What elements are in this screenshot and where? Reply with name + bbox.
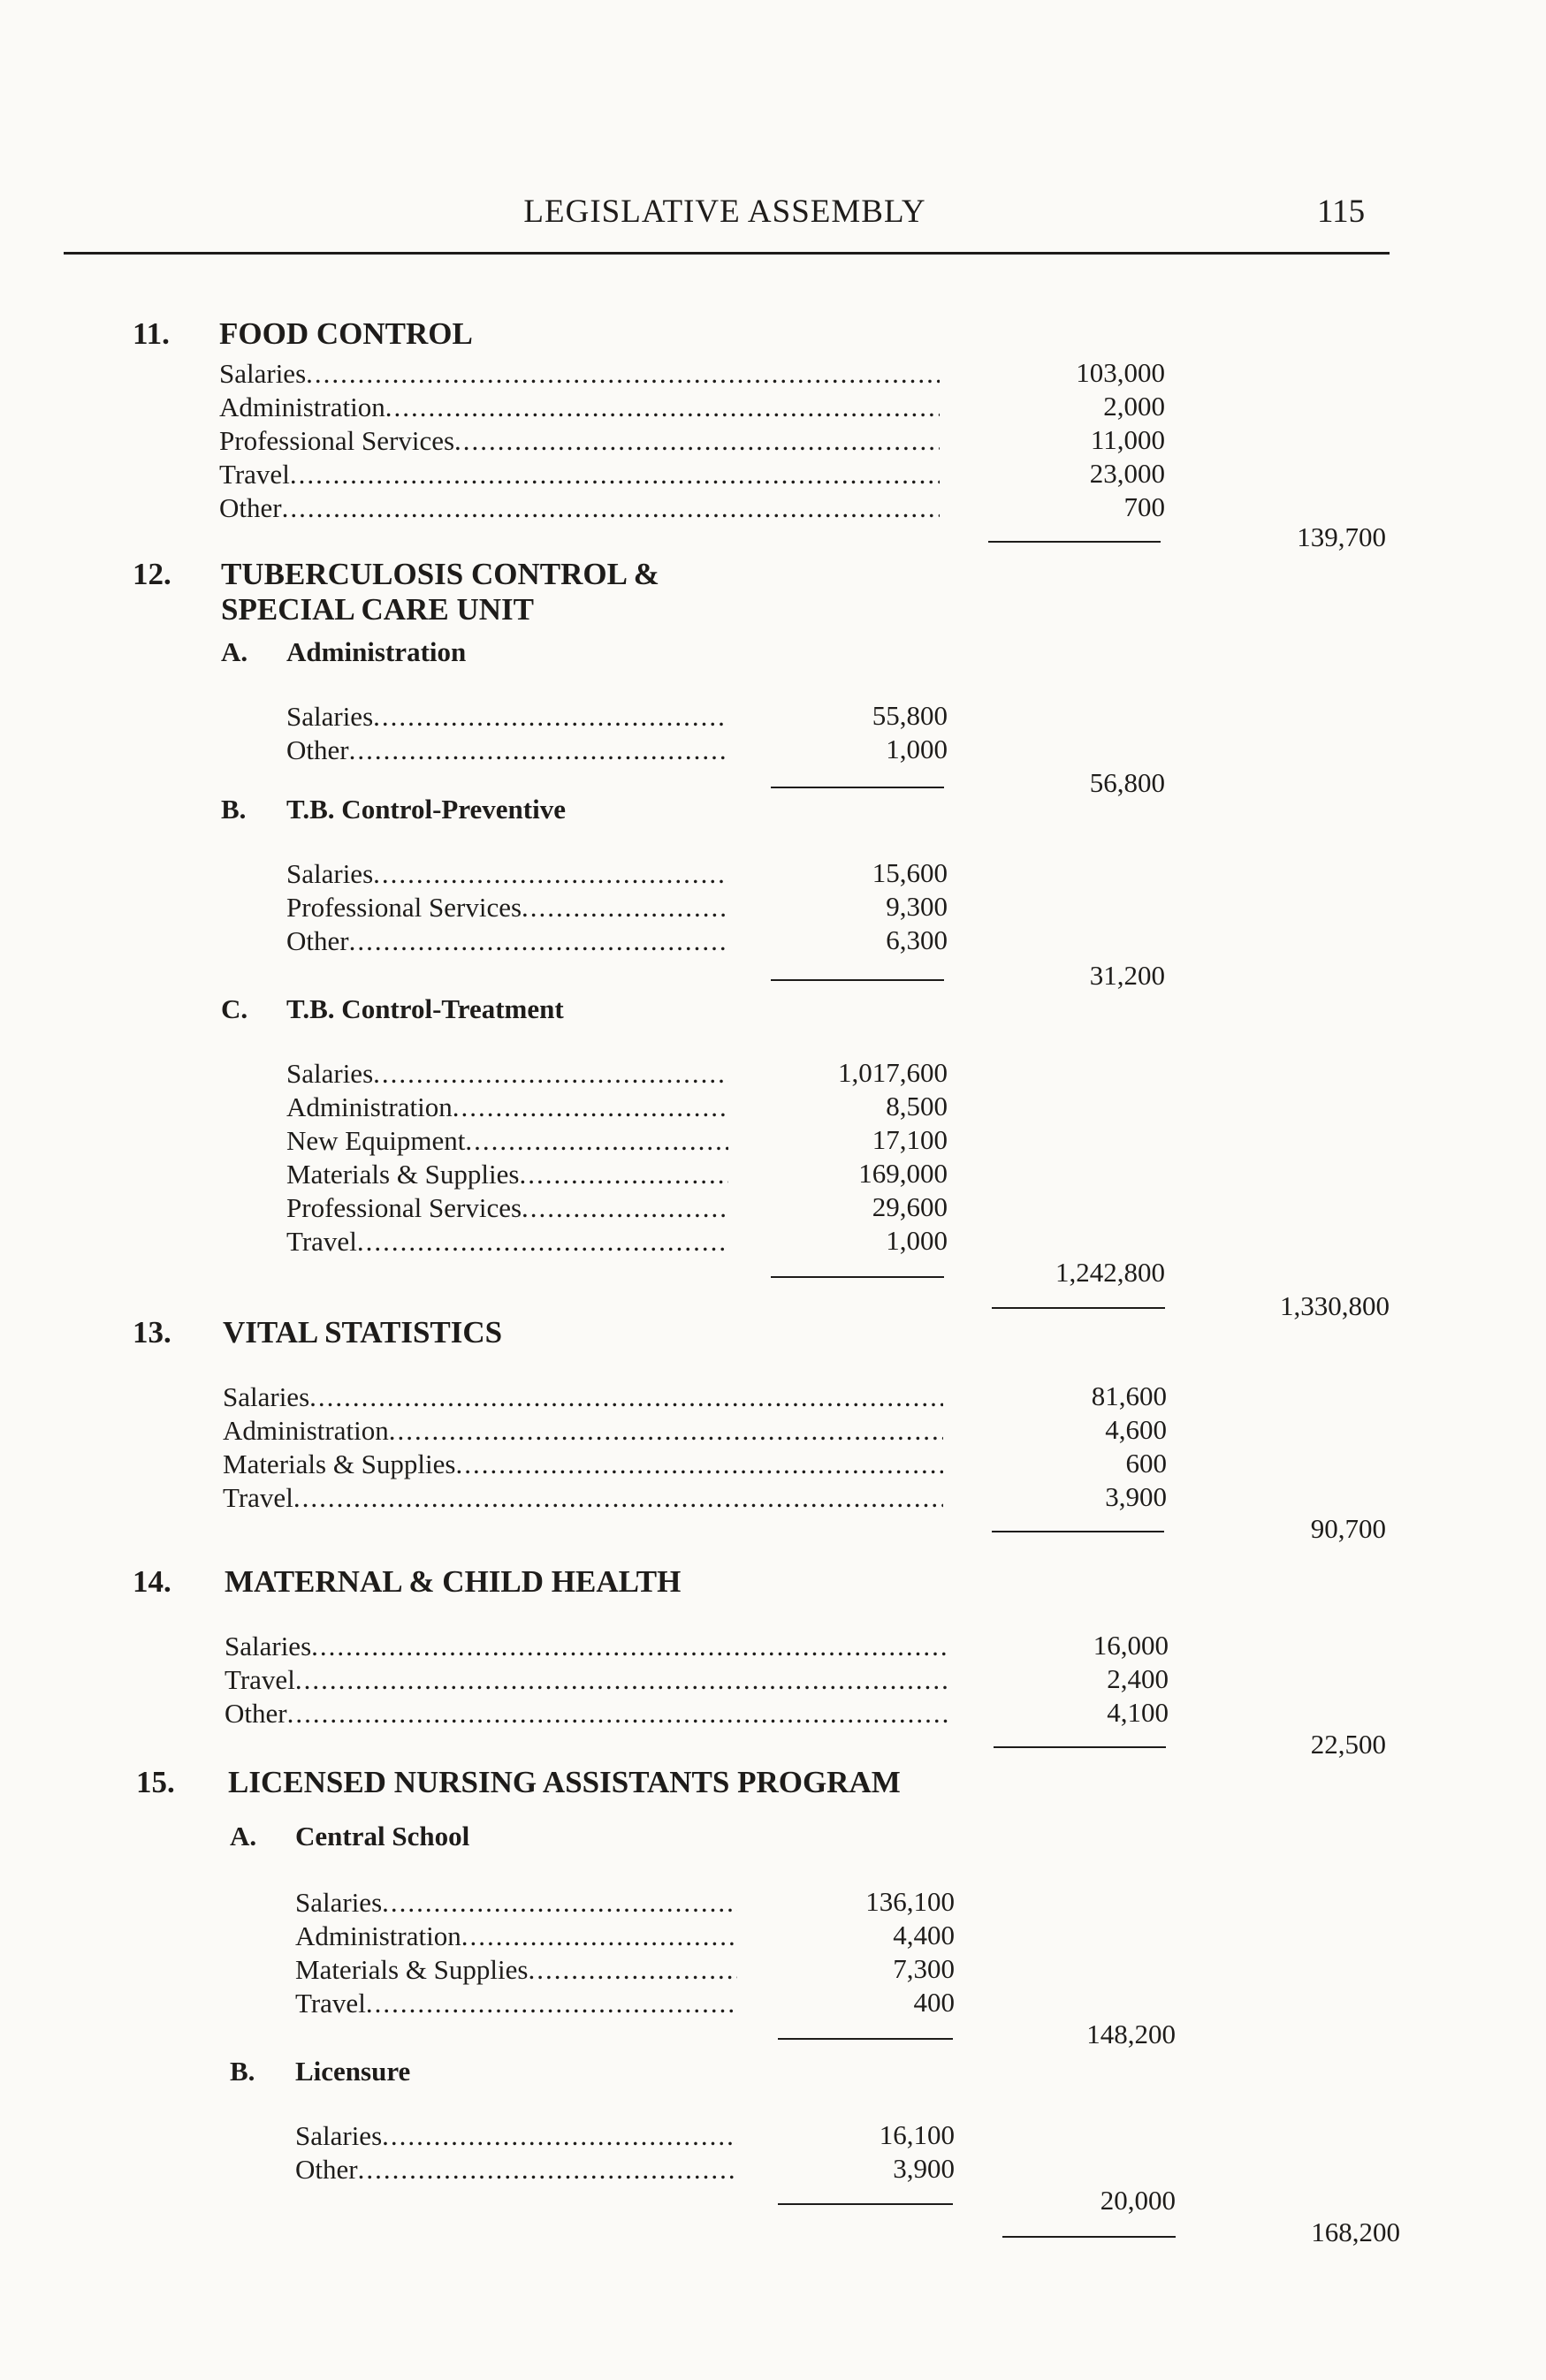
line-item xyxy=(295,1987,737,2020)
item-label: Administration xyxy=(223,1415,389,1446)
line-item xyxy=(286,891,728,924)
dot-leader xyxy=(290,458,940,491)
line-item-amount: 1,000 xyxy=(886,1225,948,1256)
dot-leader xyxy=(522,1191,728,1225)
line-item-amount: 4,100 xyxy=(1107,1697,1169,1728)
dot-leader xyxy=(382,2119,737,2153)
line-item xyxy=(223,1380,943,1414)
line-item xyxy=(225,1697,949,1730)
item-label: Other xyxy=(295,2154,358,2185)
line-item xyxy=(286,1124,728,1158)
dot-leader xyxy=(522,891,728,924)
line-item-amount: 23,000 xyxy=(1089,458,1165,489)
line-item-amount: 1,000 xyxy=(886,734,948,764)
line-item xyxy=(286,924,728,958)
line-item-amount: 29,600 xyxy=(872,1191,948,1222)
section-total: 1,330,800 xyxy=(1280,1290,1390,1321)
line-item xyxy=(286,700,728,734)
item-label: Salaries xyxy=(295,1887,383,1918)
subsection-title: Licensure xyxy=(295,2056,411,2087)
section-number: 15. xyxy=(136,1765,175,1799)
subtotal-rule xyxy=(992,1531,1164,1532)
item-label: Salaries xyxy=(286,1058,374,1089)
item-label: Materials & Supplies xyxy=(295,1954,529,1985)
section-title: VITAL STATISTICS xyxy=(223,1315,503,1350)
dot-leader xyxy=(528,1953,737,1987)
line-item-amount: 4,600 xyxy=(1105,1414,1167,1445)
section-number: 14. xyxy=(133,1564,171,1599)
item-label: Travel xyxy=(219,459,290,490)
section-title: MATERNAL & CHILD HEALTH xyxy=(225,1564,682,1599)
section-title: TUBERCULOSIS CONTROL & xyxy=(221,557,659,591)
dot-leader xyxy=(358,2153,737,2186)
line-item xyxy=(286,1158,728,1191)
line-item xyxy=(223,1414,943,1448)
subsection-title: Central School xyxy=(295,1821,470,1852)
line-item xyxy=(223,1481,943,1515)
item-label: Salaries xyxy=(286,858,374,889)
item-label: Salaries xyxy=(286,701,374,732)
item-label: Professional Services xyxy=(286,892,522,923)
item-label: Materials & Supplies xyxy=(223,1449,456,1479)
line-item-amount: 6,300 xyxy=(886,924,948,955)
section-number: 11. xyxy=(133,316,170,351)
item-label: Salaries xyxy=(225,1631,312,1661)
item-label: Other xyxy=(286,734,349,765)
line-item-amount: 3,900 xyxy=(1105,1481,1167,1512)
line-item xyxy=(286,1225,728,1258)
line-item xyxy=(223,1448,943,1481)
dot-leader xyxy=(454,424,940,458)
line-item xyxy=(219,491,940,525)
item-label: Travel xyxy=(286,1226,357,1257)
line-item xyxy=(295,2119,737,2153)
dot-leader xyxy=(373,700,728,734)
line-item xyxy=(295,1920,737,1953)
dot-leader xyxy=(465,1124,728,1158)
dot-leader xyxy=(461,1920,737,1953)
line-item-amount: 15,600 xyxy=(872,857,948,888)
line-item-amount: 4,400 xyxy=(893,1920,955,1950)
item-rule xyxy=(778,2038,953,2040)
line-item xyxy=(295,1953,737,1987)
subsection-title: Administration xyxy=(286,636,467,667)
dot-leader xyxy=(309,1380,943,1414)
line-item xyxy=(286,1057,728,1091)
section-number: 12. xyxy=(133,557,171,591)
page-number: 115 xyxy=(1317,194,1366,230)
item-label: Other xyxy=(286,925,349,956)
item-label: Professional Services xyxy=(219,425,455,456)
item-label: Salaries xyxy=(219,358,307,389)
dot-leader xyxy=(373,1057,728,1091)
line-item-amount: 11,000 xyxy=(1090,424,1165,455)
item-label: Other xyxy=(225,1698,287,1729)
item-rule xyxy=(771,787,944,788)
dot-leader xyxy=(366,1987,737,2020)
line-item xyxy=(219,458,940,491)
subsection-subtotal: 56,800 xyxy=(1089,767,1165,798)
page-header-title: LEGISLATIVE ASSEMBLY xyxy=(523,194,926,230)
subsection-subtotal: 20,000 xyxy=(1100,2185,1176,2216)
dot-leader xyxy=(349,924,728,958)
line-item-amount: 2,400 xyxy=(1107,1663,1169,1694)
dot-leader xyxy=(282,491,940,525)
line-item-amount: 3,900 xyxy=(893,2153,955,2184)
line-item-amount: 8,500 xyxy=(886,1091,948,1122)
line-item-amount: 1,017,600 xyxy=(838,1057,948,1088)
line-item xyxy=(286,1191,728,1225)
dot-leader xyxy=(357,1225,728,1258)
line-item-amount: 103,000 xyxy=(1076,357,1165,388)
subsection-title: T.B. Control-Preventive xyxy=(286,794,566,825)
line-item xyxy=(295,1886,737,1920)
dot-leader xyxy=(382,1886,737,1920)
subsection-letter: A. xyxy=(221,636,248,667)
line-item xyxy=(286,1091,728,1124)
subtotal-rule xyxy=(992,1307,1165,1309)
subsection-title: T.B. Control-Treatment xyxy=(286,993,564,1024)
line-item-amount: 81,600 xyxy=(1091,1380,1167,1411)
dot-leader xyxy=(519,1158,728,1191)
subsection-subtotal: 148,200 xyxy=(1086,2019,1176,2049)
dot-leader xyxy=(385,391,940,424)
line-item-amount: 400 xyxy=(913,1987,955,2018)
line-item-amount: 17,100 xyxy=(872,1124,948,1155)
line-item-amount: 16,100 xyxy=(879,2119,955,2150)
item-label: Salaries xyxy=(223,1381,310,1412)
section-total: 139,700 xyxy=(1297,521,1386,552)
item-label: Administration xyxy=(286,1091,453,1122)
item-rule xyxy=(778,2203,953,2205)
section-number: 13. xyxy=(133,1315,171,1350)
dot-leader xyxy=(295,1663,949,1697)
section-total: 90,700 xyxy=(1310,1513,1386,1544)
dot-leader xyxy=(453,1091,728,1124)
dot-leader xyxy=(349,734,728,767)
subtotal-rule xyxy=(1002,2236,1176,2238)
line-item-amount: 136,100 xyxy=(865,1886,955,1917)
subtotal-rule xyxy=(994,1746,1166,1748)
section-title: LICENSED NURSING ASSISTANTS PROGRAM xyxy=(228,1765,901,1799)
line-item-amount: 2,000 xyxy=(1103,391,1165,422)
item-rule xyxy=(771,979,944,981)
line-item-amount: 16,000 xyxy=(1093,1630,1169,1661)
line-item xyxy=(219,357,940,391)
subsection-letter: C. xyxy=(221,993,248,1024)
item-label: New Equipment xyxy=(286,1125,466,1156)
item-label: Other xyxy=(219,492,282,523)
section-total: 22,500 xyxy=(1310,1729,1386,1760)
header-rule xyxy=(64,252,1390,255)
item-label: Administration xyxy=(295,1920,461,1951)
item-label: Professional Services xyxy=(286,1192,522,1223)
dot-leader xyxy=(311,1630,949,1663)
subsection-subtotal: 1,242,800 xyxy=(1055,1257,1165,1288)
line-item xyxy=(295,2153,737,2186)
line-item-amount: 55,800 xyxy=(872,700,948,731)
line-item xyxy=(219,424,940,458)
item-rule xyxy=(771,1276,944,1278)
line-item-amount: 600 xyxy=(1125,1448,1167,1479)
line-item-amount: 169,000 xyxy=(858,1158,948,1189)
line-item xyxy=(225,1663,949,1697)
line-item xyxy=(219,391,940,424)
line-item-amount: 700 xyxy=(1123,491,1165,522)
item-label: Salaries xyxy=(295,2120,383,2151)
item-label: Administration xyxy=(219,392,385,422)
line-item xyxy=(286,734,728,767)
line-item xyxy=(286,857,728,891)
dot-leader xyxy=(306,357,940,391)
dot-leader xyxy=(293,1481,943,1515)
item-label: Materials & Supplies xyxy=(286,1159,520,1190)
item-label: Travel xyxy=(295,1988,366,2019)
item-label: Travel xyxy=(223,1482,293,1513)
subsection-subtotal: 31,200 xyxy=(1089,960,1165,991)
item-label: Travel xyxy=(225,1664,295,1695)
section-title-line2: SPECIAL CARE UNIT xyxy=(221,592,534,627)
subsection-letter: A. xyxy=(230,1821,257,1852)
section-total: 168,200 xyxy=(1311,2217,1400,2247)
dot-leader xyxy=(455,1448,943,1481)
dot-leader xyxy=(287,1697,949,1730)
line-item-amount: 7,300 xyxy=(893,1953,955,1984)
section-title: FOOD CONTROL xyxy=(219,316,473,351)
line-item xyxy=(225,1630,949,1663)
line-item-amount: 9,300 xyxy=(886,891,948,922)
dot-leader xyxy=(389,1414,943,1448)
subtotal-rule xyxy=(988,541,1161,543)
subsection-letter: B. xyxy=(230,2056,255,2087)
subsection-letter: B. xyxy=(221,794,247,825)
dot-leader xyxy=(373,857,728,891)
